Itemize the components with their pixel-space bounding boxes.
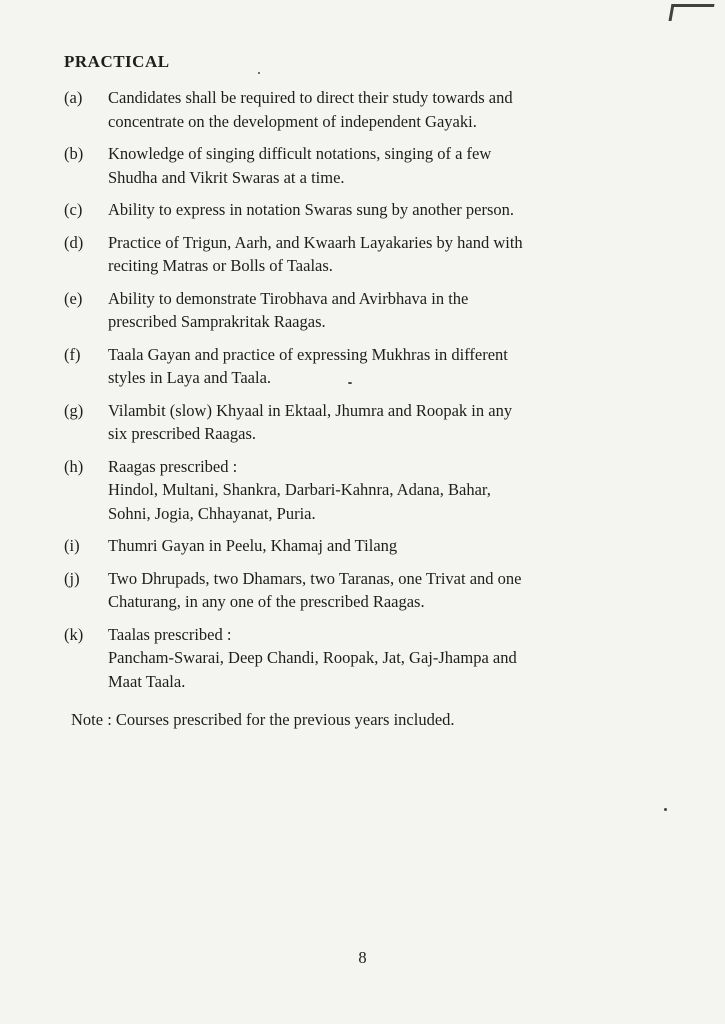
item-text-line: styles in Laya and Taala. xyxy=(108,368,272,387)
item-text-line: Vilambit (slow) Khyaal in Ektaal, Jhumra and Roopak in any xyxy=(108,400,513,420)
practical-items-list xyxy=(64,86,644,702)
section-heading: PRACTICAL xyxy=(64,52,170,71)
item-marker: (i) xyxy=(64,536,80,555)
list-item xyxy=(64,198,644,222)
item-text-line: Knowledge of singing difficult notations, singing of a few xyxy=(108,144,492,163)
item-text-line: Raagas prescribed : xyxy=(108,456,238,476)
item-text-line: Pancham-Swarai, Deep Chandi, Roopak, Jat, Gaj-Jhampa and xyxy=(108,648,517,667)
corner-crop-mark xyxy=(669,4,715,21)
item-marker: (b) xyxy=(64,144,84,163)
item-text xyxy=(108,231,644,278)
item-text xyxy=(108,455,644,526)
list-item xyxy=(64,534,644,558)
item-text-line: six prescribed Raagas. xyxy=(108,424,256,443)
item-text-line: Sohni, Jogia, Chhayanat, Puria. xyxy=(108,503,316,523)
item-text xyxy=(108,198,644,222)
item-marker: (c) xyxy=(64,200,83,219)
item-text-line: concentrate on the development of independent Gayaki. xyxy=(108,111,477,131)
item-text-line: Ability to express in notation Swaras sung by another person. xyxy=(108,200,515,219)
item-text xyxy=(108,534,644,558)
item-marker: (f) xyxy=(64,344,81,364)
list-item xyxy=(64,567,644,614)
item-text xyxy=(108,399,644,446)
item-text-line: prescribed Samprakritak Raagas. xyxy=(108,312,326,331)
list-item xyxy=(64,623,644,694)
item-text xyxy=(108,343,644,390)
item-text-line: Two Dhrupads, two Dhamars, two Taranas, one Trivat and one xyxy=(108,568,522,588)
item-text-line: Maat Taala. xyxy=(108,671,186,691)
item-text-line: Candidates shall be required to direct their study towards and xyxy=(108,88,513,107)
note-text: Note : Courses prescribed for the previous years included. xyxy=(71,710,455,729)
item-text-line: Taalas prescribed : xyxy=(108,624,232,644)
item-text-line: Shudha and Vikrit Swaras at a time. xyxy=(108,167,345,187)
item-marker: (e) xyxy=(64,288,83,308)
item-text xyxy=(108,142,644,189)
item-text-line: Practice of Trigun, Aarh, and Kwaarh Layakaries by hand with xyxy=(108,232,523,252)
list-item xyxy=(64,231,644,278)
item-text xyxy=(108,567,644,614)
list-item xyxy=(64,399,644,446)
scan-speck xyxy=(348,382,352,384)
item-marker: (j) xyxy=(64,568,80,588)
item-text-line: Hindol, Multani, Shankra, Darbari-Kahnra, Adana, Bahar, xyxy=(108,480,491,499)
item-marker: (g) xyxy=(64,400,84,420)
item-marker: (a) xyxy=(64,88,83,107)
list-item xyxy=(64,86,644,133)
scan-speck xyxy=(664,808,667,811)
item-text-line: reciting Matras or Bolls of Taalas. xyxy=(108,256,333,275)
item-text xyxy=(108,623,644,694)
item-text-line: Chaturang, in any one of the prescribed Raagas. xyxy=(108,592,425,611)
page-number: 8 xyxy=(358,948,367,967)
item-text-line: Ability to demonstrate Tirobhava and Avirbhava in the xyxy=(108,288,469,308)
item-text-line: Thumri Gayan in Peelu, Khamaj and Tilang xyxy=(108,536,398,555)
item-marker: (h) xyxy=(64,456,84,476)
list-item xyxy=(64,343,644,390)
list-item xyxy=(64,455,644,526)
scan-speck xyxy=(258,72,260,74)
item-text xyxy=(108,287,644,334)
item-text-line: Taala Gayan and practice of expressing Mukhras in different xyxy=(108,344,508,364)
item-text xyxy=(108,86,644,133)
list-item xyxy=(64,287,644,334)
list-item xyxy=(64,142,644,189)
item-marker: (d) xyxy=(64,232,84,252)
item-marker: (k) xyxy=(64,624,84,644)
